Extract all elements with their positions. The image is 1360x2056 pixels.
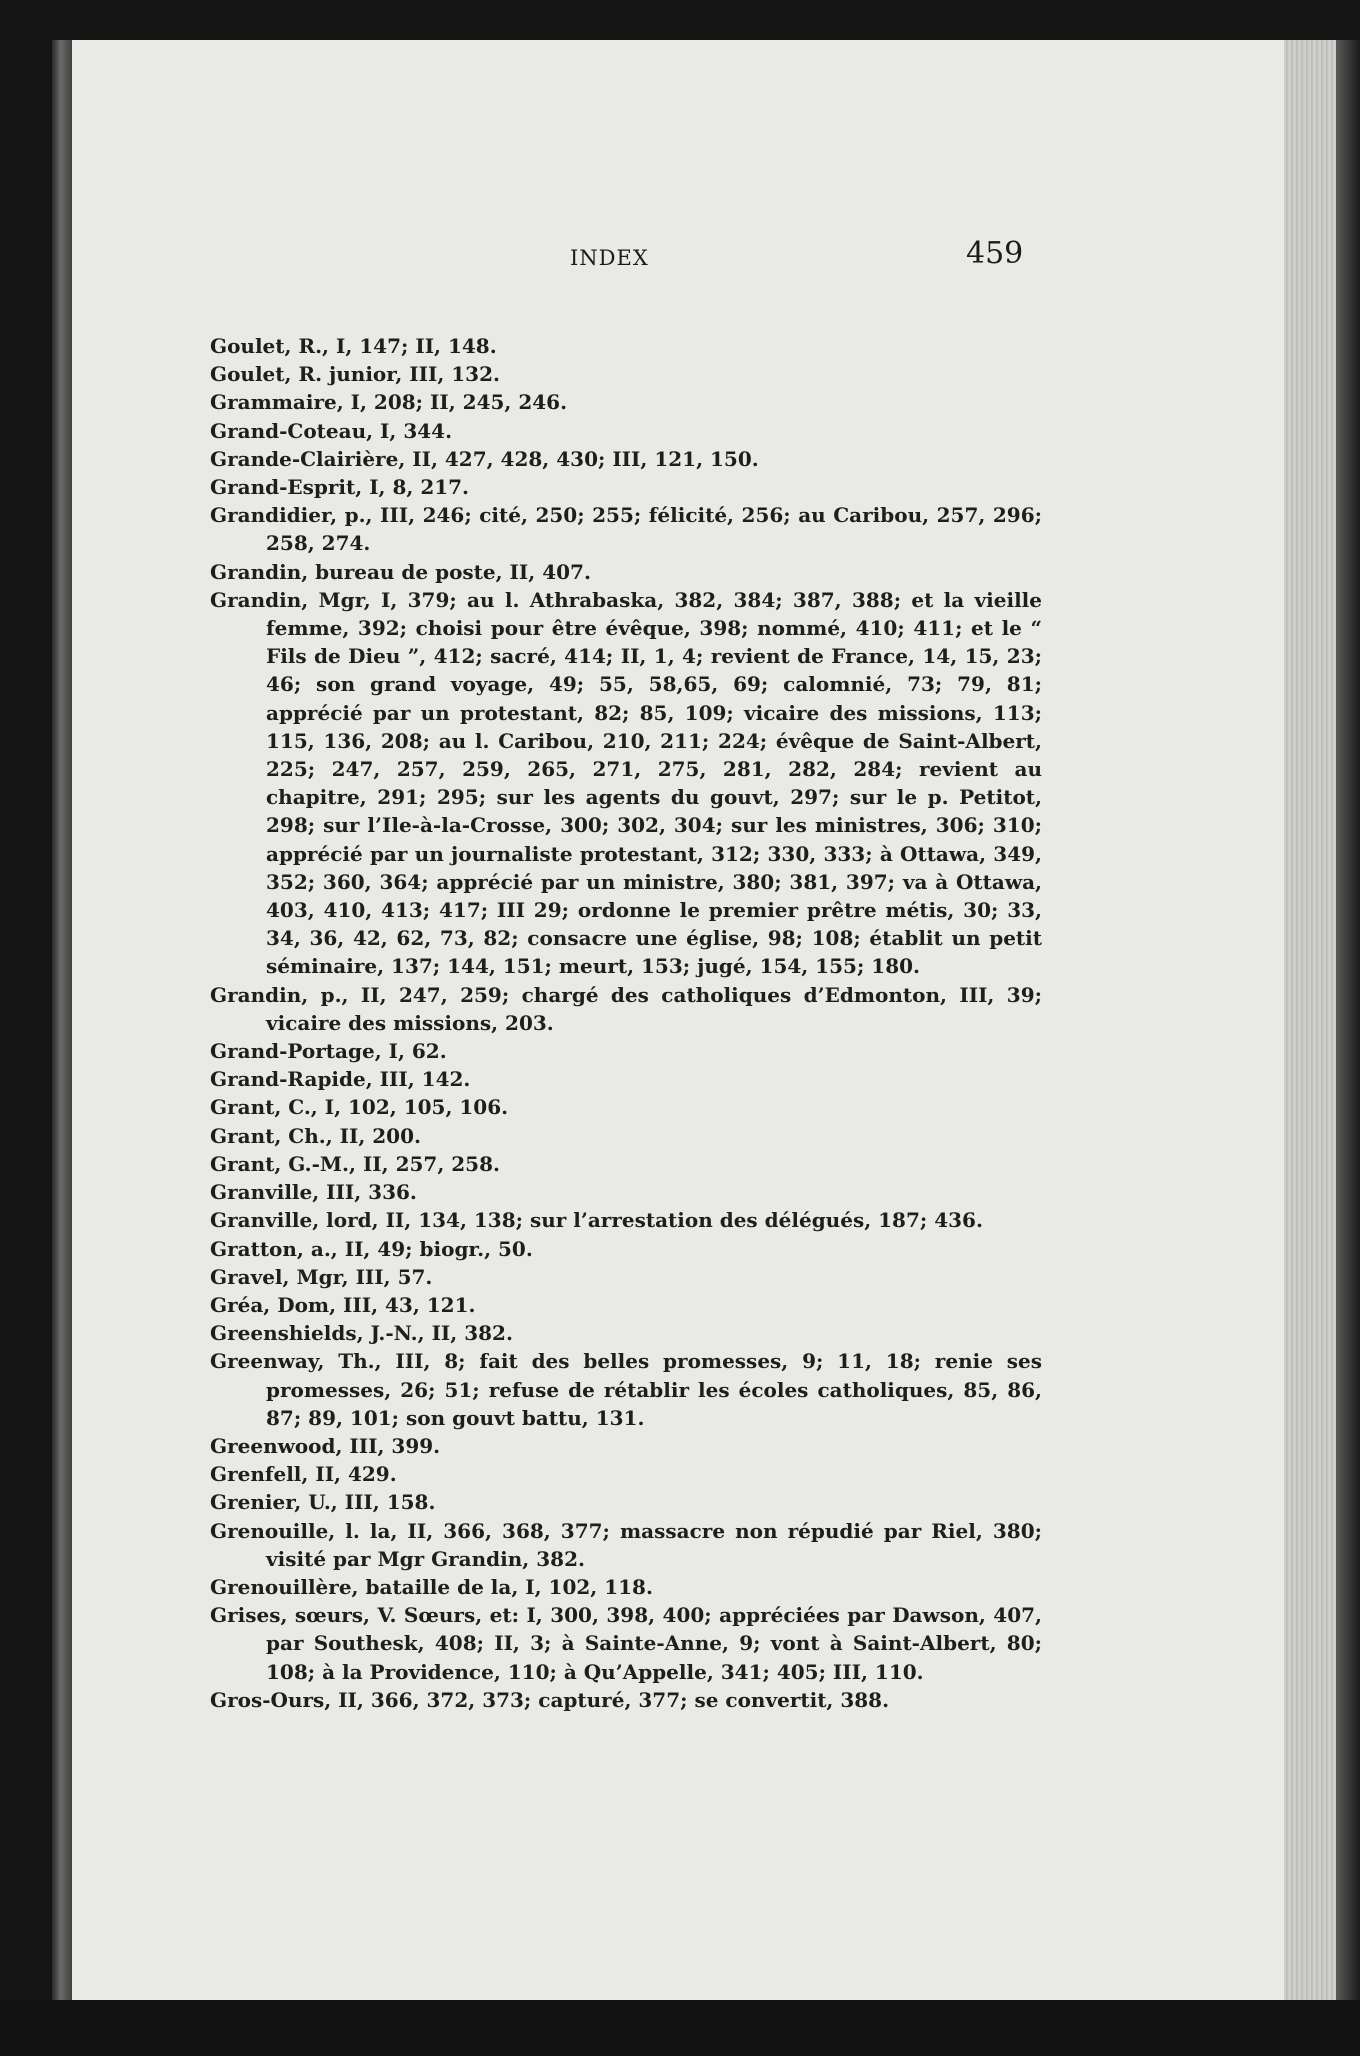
index-entry: Grant, G.-M., II, 257, 258. — [210, 1151, 500, 1176]
index-entry: Grises, sœurs, V. Sœurs, et: I, 300, 398, 400; appréciées par Dawson, 407, par Southesk, 408; II, 3; à Sainte-Anne, 9; vont à Saint-Albert, 80; 108; à la Providence, 110; à Qu’Appelle, 341; 405; III, 110. — [210, 1603, 1042, 1684]
index-entry: Granville, lord, II, 134, 138; sur l’arrestation des délégués, 187; 436. — [210, 1208, 983, 1233]
index-entry: Greenshields, J.-N., II, 382. — [210, 1321, 513, 1346]
index-entry: Greenwood, III, 399. — [210, 1433, 441, 1458]
index-entry: Grand-Rapide, III, 142. — [210, 1067, 471, 1092]
index-entry: Gravel, Mgr, III, 57. — [210, 1264, 433, 1289]
index-entry: Grand-Esprit, I, 8, 217. — [210, 475, 470, 500]
index-entry: Grant, C., I, 102, 105, 106. — [210, 1095, 509, 1120]
index-entry: Grenouillère, bataille de la, I, 102, 118. — [210, 1574, 653, 1599]
index-entry: Grenfell, II, 429. — [210, 1462, 397, 1487]
scan-bottom-border — [0, 2000, 1360, 2056]
index-entry: Grand-Coteau, I, 344. — [210, 418, 453, 443]
book-binding-edge — [52, 40, 74, 2030]
index-entry: Goulet, R. junior, III, 132. — [210, 362, 500, 387]
page-edge-shadow — [1336, 40, 1360, 2000]
index-entry: Grandin, p., II, 247, 259; chargé des catholiques d’Edmonton, III, 39; vicaire des missions, 203. — [210, 982, 1042, 1035]
index-entry: Grande-Clairière, II, 427, 428, 430; III, 121, 150. — [210, 446, 759, 471]
index-entry: Grandin, bureau de poste, II, 407. — [210, 559, 591, 584]
running-head: INDEX — [570, 246, 649, 270]
index-entry: Gréa, Dom, III, 43, 121. — [210, 1292, 476, 1317]
index-entry: Granville, III, 336. — [210, 1180, 417, 1205]
page-edges-stack — [1284, 40, 1336, 2000]
index-entry: Goulet, R., I, 147; II, 148. — [210, 334, 497, 358]
index-entry: Gratton, a., II, 49; biogr., 50. — [210, 1236, 533, 1261]
index-entry: Greenway, Th., III, 8; fait des belles promesses, 9; 11, 18; renie ses promesses, 26; 51; refuse de rétablir les écoles catholiques, 85, 86, 87; 89, 101; son gouvt battu, 131. — [210, 1349, 1042, 1430]
index-entry: Grand-Portage, I, 62. — [210, 1039, 447, 1064]
page-number: 459 — [966, 236, 1024, 271]
index-entry: Gros-Ours, II, 366, 372, 373; capturé, 377; se convertit, 388. — [210, 1687, 890, 1712]
index-entry: Grandin, Mgr, I, 379; au l. Athrabaska, 382, 384; 387, 388; et la vieille femme, 392; choisi pour être évêque, 398; nommé, 410; 411; et le “ Fils de Dieu ”, 412; sacré, 414; II, 1, 4; revient de France, 14, 15, 23; 46; son grand voyage, 49; 55, 58,65, 69; calomnié, 73; 79, 81; apprécié par un protestant, 82; 85, 109; vicaire des missions, 113; 115, 136, 208; au l. Caribou, 210, 211; 224; évêque de Saint-Albert, 225; 247, 257, 259, 265, 271, 275, 281, 282, 284; revient au chapitre, 291; 295; sur les agents du gouvt, 297; sur le p. Petitot, 298; sur l’Ile-à-la-Crosse, 300; 302, 304; sur les ministres, 306; 310; apprécié par un journaliste protestant, 312; 330, 333; à Ottawa, 349, 352; 360, 364; apprécié par un ministre, 380; 381, 397; va à Ottawa, 403, 410, 413; 417; III 29; ordonne le premier prêtre métis, 30; 33, 34, 36, 42, 62, 73, 82; consacre une église, 98; 108; établit un petit séminaire, 137; 144, 151; meurt, 153; jugé, 154, 155; 180. — [210, 587, 1042, 979]
index-entry: Grandidier, p., III, 246; cité, 250; 255; félicité, 256; au Caribou, 257, 296; 258, 274. — [210, 503, 1042, 556]
index-entry: Grenouille, l. la, II, 366, 368, 377; massacre non répudié par Riel, 380; visité par Mgr Grandin, 382. — [210, 1518, 1042, 1571]
index-entry-list — [210, 332, 1042, 1714]
index-entry: Grenier, U., III, 158. — [210, 1490, 436, 1515]
index-entry: Grant, Ch., II, 200. — [210, 1123, 421, 1148]
index-entry: Grammaire, I, 208; II, 245, 246. — [210, 390, 568, 415]
